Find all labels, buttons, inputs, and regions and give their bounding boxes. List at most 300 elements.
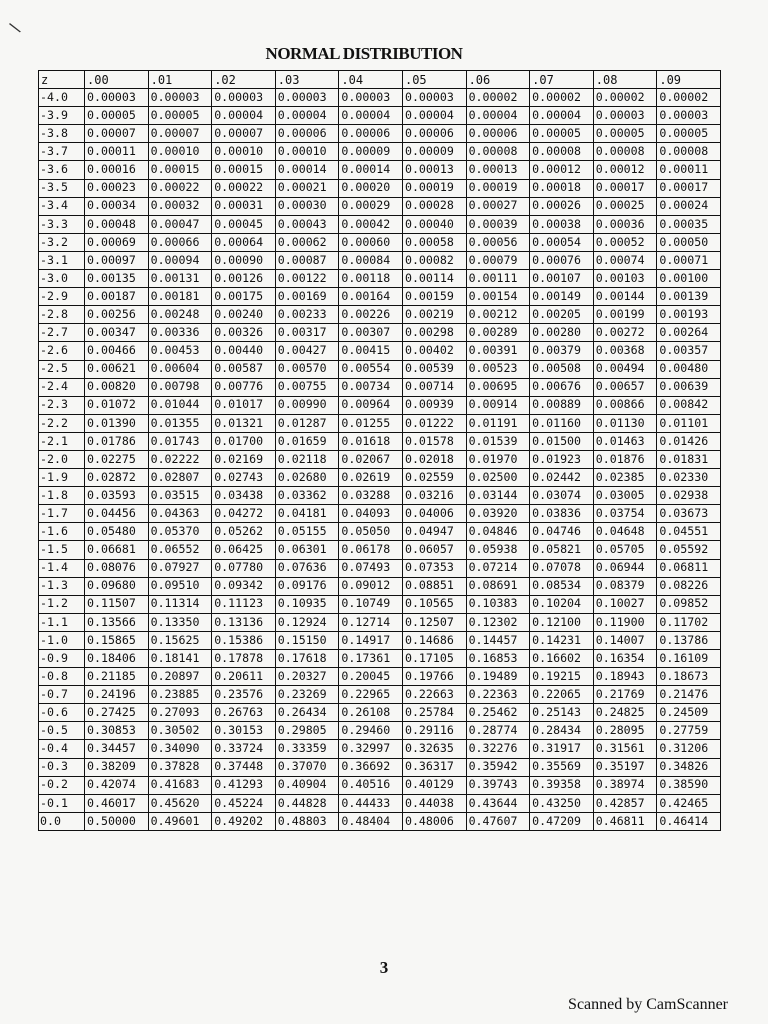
z-value-cell: -2.6 (39, 342, 85, 360)
probability-cell: 0.46017 (85, 794, 149, 812)
probability-cell: 0.00326 (212, 324, 276, 342)
probability-cell: 0.01743 (148, 432, 212, 450)
probability-cell: 0.00004 (339, 107, 403, 125)
probability-cell: 0.00015 (212, 161, 276, 179)
probability-cell: 0.00094 (148, 251, 212, 269)
probability-cell: 0.22363 (466, 686, 530, 704)
probability-cell: 0.16602 (530, 650, 594, 668)
probability-cell: 0.01044 (148, 396, 212, 414)
probability-cell: 0.01700 (212, 432, 276, 450)
probability-cell: 0.41683 (148, 776, 212, 794)
probability-cell: 0.00164 (339, 288, 403, 306)
probability-cell: 0.07636 (275, 559, 339, 577)
probability-cell: 0.00052 (593, 233, 657, 251)
z-value-cell: -1.0 (39, 631, 85, 649)
probability-cell: 0.24509 (657, 704, 721, 722)
probability-cell: 0.00539 (402, 360, 466, 378)
column-header: .01 (148, 71, 212, 89)
probability-cell: 0.00005 (657, 125, 721, 143)
probability-cell: 0.42857 (593, 794, 657, 812)
table-row (39, 595, 721, 613)
probability-cell: 0.01130 (593, 414, 657, 432)
probability-cell: 0.00003 (212, 89, 276, 107)
probability-cell: 0.00076 (530, 251, 594, 269)
probability-cell: 0.23269 (275, 686, 339, 704)
probability-cell: 0.00695 (466, 378, 530, 396)
probability-cell: 0.02275 (85, 450, 149, 468)
probability-cell: 0.00889 (530, 396, 594, 414)
table-row (39, 469, 721, 487)
probability-cell: 0.06944 (593, 559, 657, 577)
probability-cell: 0.20897 (148, 668, 212, 686)
probability-cell: 0.00036 (593, 215, 657, 233)
probability-cell: 0.00008 (530, 143, 594, 161)
probability-cell: 0.01578 (402, 432, 466, 450)
z-value-cell: -2.2 (39, 414, 85, 432)
probability-cell: 0.05821 (530, 541, 594, 559)
probability-cell: 0.28774 (466, 722, 530, 740)
probability-cell: 0.00014 (339, 161, 403, 179)
probability-cell: 0.00006 (402, 125, 466, 143)
probability-cell: 0.05155 (275, 523, 339, 541)
table-row (39, 559, 721, 577)
probability-cell: 0.42465 (657, 794, 721, 812)
probability-cell: 0.00508 (530, 360, 594, 378)
probability-cell: 0.01355 (148, 414, 212, 432)
probability-cell: 0.24825 (593, 704, 657, 722)
probability-cell: 0.00357 (657, 342, 721, 360)
probability-cell: 0.38590 (657, 776, 721, 794)
probability-cell: 0.13566 (85, 613, 149, 631)
table-row (39, 396, 721, 414)
probability-cell: 0.30502 (148, 722, 212, 740)
probability-cell: 0.01191 (466, 414, 530, 432)
probability-cell: 0.25143 (530, 704, 594, 722)
probability-cell: 0.03438 (212, 487, 276, 505)
probability-cell: 0.40129 (402, 776, 466, 794)
probability-cell: 0.45224 (212, 794, 276, 812)
probability-cell: 0.07493 (339, 559, 403, 577)
table-body (39, 89, 721, 831)
probability-cell: 0.00030 (275, 197, 339, 215)
probability-cell: 0.00523 (466, 360, 530, 378)
probability-cell: 0.00131 (148, 270, 212, 288)
probability-cell: 0.00714 (402, 378, 466, 396)
probability-cell: 0.02330 (657, 469, 721, 487)
probability-cell: 0.22663 (402, 686, 466, 704)
probability-cell: 0.08226 (657, 577, 721, 595)
probability-cell: 0.00009 (402, 143, 466, 161)
probability-cell: 0.00020 (339, 179, 403, 197)
probability-cell: 0.21769 (593, 686, 657, 704)
table-row (39, 686, 721, 704)
probability-cell: 0.03362 (275, 487, 339, 505)
probability-cell: 0.00604 (148, 360, 212, 378)
probability-cell: 0.00008 (657, 143, 721, 161)
z-value-cell: -1.9 (39, 469, 85, 487)
probability-cell: 0.05480 (85, 523, 149, 541)
probability-cell: 0.00040 (402, 215, 466, 233)
probability-cell: 0.01287 (275, 414, 339, 432)
probability-cell: 0.03673 (657, 505, 721, 523)
probability-cell: 0.09342 (212, 577, 276, 595)
probability-cell: 0.00025 (593, 197, 657, 215)
probability-cell: 0.06425 (212, 541, 276, 559)
probability-cell: 0.21476 (657, 686, 721, 704)
probability-cell: 0.20611 (212, 668, 276, 686)
probability-cell: 0.02807 (148, 469, 212, 487)
probability-cell: 0.00024 (657, 197, 721, 215)
probability-cell: 0.13136 (212, 613, 276, 631)
probability-cell: 0.27759 (657, 722, 721, 740)
probability-cell: 0.04006 (402, 505, 466, 523)
probability-cell: 0.09680 (85, 577, 149, 595)
probability-cell: 0.00379 (530, 342, 594, 360)
probability-cell: 0.06057 (402, 541, 466, 559)
probability-cell: 0.00022 (148, 179, 212, 197)
probability-cell: 0.00005 (148, 107, 212, 125)
probability-cell: 0.06178 (339, 541, 403, 559)
table-row (39, 288, 721, 306)
scan-mark: \ (7, 18, 23, 37)
probability-cell: 0.00004 (530, 107, 594, 125)
probability-cell: 0.37828 (148, 758, 212, 776)
probability-cell: 0.00005 (593, 125, 657, 143)
probability-cell: 0.01017 (212, 396, 276, 414)
probability-cell: 0.02680 (275, 469, 339, 487)
probability-cell: 0.00003 (275, 89, 339, 107)
probability-cell: 0.00554 (339, 360, 403, 378)
probability-cell: 0.01426 (657, 432, 721, 450)
probability-cell: 0.00415 (339, 342, 403, 360)
probability-cell: 0.11123 (212, 595, 276, 613)
probability-cell: 0.44038 (402, 794, 466, 812)
probability-cell: 0.12100 (530, 613, 594, 631)
probability-cell: 0.04272 (212, 505, 276, 523)
probability-cell: 0.00023 (85, 179, 149, 197)
probability-cell: 0.02619 (339, 469, 403, 487)
probability-cell: 0.10204 (530, 595, 594, 613)
probability-cell: 0.00755 (275, 378, 339, 396)
probability-cell: 0.00317 (275, 324, 339, 342)
column-header: .05 (402, 71, 466, 89)
probability-cell: 0.38209 (85, 758, 149, 776)
probability-cell: 0.14686 (402, 631, 466, 649)
probability-cell: 0.00440 (212, 342, 276, 360)
probability-cell: 0.16354 (593, 650, 657, 668)
probability-cell: 0.00047 (148, 215, 212, 233)
z-value-cell: -1.1 (39, 613, 85, 631)
probability-cell: 0.23885 (148, 686, 212, 704)
probability-cell: 0.15865 (85, 631, 149, 649)
probability-cell: 0.36317 (402, 758, 466, 776)
probability-cell: 0.08851 (402, 577, 466, 595)
probability-cell: 0.00050 (657, 233, 721, 251)
probability-cell: 0.00181 (148, 288, 212, 306)
normal-distribution-table (38, 70, 721, 831)
probability-cell: 0.00122 (275, 270, 339, 288)
probability-cell: 0.00007 (148, 125, 212, 143)
probability-cell: 0.07780 (212, 559, 276, 577)
probability-cell: 0.00019 (402, 179, 466, 197)
probability-cell: 0.00018 (530, 179, 594, 197)
probability-cell: 0.00079 (466, 251, 530, 269)
probability-cell: 0.00032 (148, 197, 212, 215)
probability-cell: 0.21185 (85, 668, 149, 686)
probability-cell: 0.08691 (466, 577, 530, 595)
probability-cell: 0.08076 (85, 559, 149, 577)
probability-cell: 0.11702 (657, 613, 721, 631)
probability-cell: 0.10383 (466, 595, 530, 613)
probability-cell: 0.00990 (275, 396, 339, 414)
probability-cell: 0.00022 (212, 179, 276, 197)
probability-cell: 0.48404 (339, 812, 403, 830)
z-value-cell: -2.4 (39, 378, 85, 396)
probability-cell: 0.00028 (402, 197, 466, 215)
table-row (39, 541, 721, 559)
probability-cell: 0.00003 (402, 89, 466, 107)
z-value-cell: -2.8 (39, 306, 85, 324)
probability-cell: 0.18943 (593, 668, 657, 686)
probability-cell: 0.33724 (212, 740, 276, 758)
column-header: .06 (466, 71, 530, 89)
probability-cell: 0.00007 (85, 125, 149, 143)
probability-cell: 0.00069 (85, 233, 149, 251)
probability-cell: 0.28095 (593, 722, 657, 740)
probability-cell: 0.01160 (530, 414, 594, 432)
z-value-cell: -3.2 (39, 233, 85, 251)
table-row (39, 161, 721, 179)
z-value-cell: -0.9 (39, 650, 85, 668)
probability-cell: 0.00012 (530, 161, 594, 179)
probability-cell: 0.00169 (275, 288, 339, 306)
probability-cell: 0.02018 (402, 450, 466, 468)
z-value-cell: -1.3 (39, 577, 85, 595)
probability-cell: 0.00003 (593, 107, 657, 125)
probability-cell: 0.01321 (212, 414, 276, 432)
probability-cell: 0.17105 (402, 650, 466, 668)
probability-cell: 0.08534 (530, 577, 594, 595)
probability-cell: 0.02500 (466, 469, 530, 487)
probability-cell: 0.00064 (212, 233, 276, 251)
probability-cell: 0.00402 (402, 342, 466, 360)
probability-cell: 0.00021 (275, 179, 339, 197)
probability-cell: 0.00212 (466, 306, 530, 324)
probability-cell: 0.04456 (85, 505, 149, 523)
probability-cell: 0.06552 (148, 541, 212, 559)
probability-cell: 0.00264 (657, 324, 721, 342)
probability-cell: 0.15386 (212, 631, 276, 649)
probability-cell: 0.00017 (657, 179, 721, 197)
table-row (39, 523, 721, 541)
table-row (39, 812, 721, 830)
table-row (39, 251, 721, 269)
probability-cell: 0.00013 (402, 161, 466, 179)
probability-cell: 0.44828 (275, 794, 339, 812)
probability-cell: 0.35942 (466, 758, 530, 776)
probability-cell: 0.00205 (530, 306, 594, 324)
probability-cell: 0.01923 (530, 450, 594, 468)
probability-cell: 0.00159 (402, 288, 466, 306)
z-value-cell: -3.9 (39, 107, 85, 125)
probability-cell: 0.00842 (657, 396, 721, 414)
probability-cell: 0.00087 (275, 251, 339, 269)
probability-cell: 0.18141 (148, 650, 212, 668)
probability-cell: 0.18406 (85, 650, 149, 668)
probability-cell: 0.10749 (339, 595, 403, 613)
probability-cell: 0.00570 (275, 360, 339, 378)
probability-cell: 0.02385 (593, 469, 657, 487)
probability-cell: 0.16109 (657, 650, 721, 668)
table-row (39, 613, 721, 631)
z-value-cell: -0.2 (39, 776, 85, 794)
probability-cell: 0.42074 (85, 776, 149, 794)
probability-cell: 0.43250 (530, 794, 594, 812)
probability-cell: 0.23576 (212, 686, 276, 704)
z-value-cell: -0.8 (39, 668, 85, 686)
probability-cell: 0.31561 (593, 740, 657, 758)
probability-cell: 0.00657 (593, 378, 657, 396)
probability-cell: 0.02743 (212, 469, 276, 487)
probability-cell: 0.00026 (530, 197, 594, 215)
probability-cell: 0.00003 (85, 89, 149, 107)
probability-cell: 0.03288 (339, 487, 403, 505)
probability-cell: 0.00139 (657, 288, 721, 306)
probability-cell: 0.18673 (657, 668, 721, 686)
probability-cell: 0.01072 (85, 396, 149, 414)
probability-cell: 0.00798 (148, 378, 212, 396)
probability-cell: 0.00289 (466, 324, 530, 342)
probability-cell: 0.00016 (85, 161, 149, 179)
table-row (39, 215, 721, 233)
probability-cell: 0.02559 (402, 469, 466, 487)
table-row (39, 270, 721, 288)
probability-cell: 0.45620 (148, 794, 212, 812)
probability-cell: 0.22965 (339, 686, 403, 704)
probability-cell: 0.20045 (339, 668, 403, 686)
probability-cell: 0.00480 (657, 360, 721, 378)
probability-cell: 0.16853 (466, 650, 530, 668)
probability-cell: 0.00111 (466, 270, 530, 288)
probability-cell: 0.35569 (530, 758, 594, 776)
probability-cell: 0.02222 (148, 450, 212, 468)
probability-cell: 0.15625 (148, 631, 212, 649)
probability-cell: 0.00043 (275, 215, 339, 233)
probability-cell: 0.06681 (85, 541, 149, 559)
probability-cell: 0.00103 (593, 270, 657, 288)
probability-cell: 0.09176 (275, 577, 339, 595)
table-row (39, 360, 721, 378)
probability-cell: 0.43644 (466, 794, 530, 812)
probability-cell: 0.00011 (657, 161, 721, 179)
probability-cell: 0.00071 (657, 251, 721, 269)
table-row (39, 342, 721, 360)
z-value-cell: -3.5 (39, 179, 85, 197)
probability-cell: 0.46414 (657, 812, 721, 830)
probability-cell: 0.04746 (530, 523, 594, 541)
probability-cell: 0.47607 (466, 812, 530, 830)
probability-cell: 0.00621 (85, 360, 149, 378)
probability-cell: 0.17878 (212, 650, 276, 668)
probability-cell: 0.00014 (275, 161, 339, 179)
probability-cell: 0.00939 (402, 396, 466, 414)
probability-cell: 0.00587 (212, 360, 276, 378)
z-value-cell: -0.3 (39, 758, 85, 776)
probability-cell: 0.00256 (85, 306, 149, 324)
probability-cell: 0.00060 (339, 233, 403, 251)
probability-cell: 0.11900 (593, 613, 657, 631)
probability-cell: 0.00004 (466, 107, 530, 125)
probability-cell: 0.12714 (339, 613, 403, 631)
probability-cell: 0.02938 (657, 487, 721, 505)
probability-cell: 0.32635 (402, 740, 466, 758)
z-value-cell: -0.1 (39, 794, 85, 812)
probability-cell: 0.00734 (339, 378, 403, 396)
probability-cell: 0.00007 (212, 125, 276, 143)
probability-cell: 0.00820 (85, 378, 149, 396)
table-row (39, 722, 721, 740)
probability-cell: 0.00248 (148, 306, 212, 324)
probability-cell: 0.00056 (466, 233, 530, 251)
probability-cell: 0.00019 (466, 179, 530, 197)
probability-cell: 0.22065 (530, 686, 594, 704)
probability-cell: 0.01970 (466, 450, 530, 468)
probability-cell: 0.01463 (593, 432, 657, 450)
probability-cell: 0.25784 (402, 704, 466, 722)
probability-cell: 0.00004 (212, 107, 276, 125)
table-row (39, 197, 721, 215)
probability-cell: 0.04846 (466, 523, 530, 541)
probability-cell: 0.01786 (85, 432, 149, 450)
z-value-cell: -2.5 (39, 360, 85, 378)
z-column-header: z (39, 71, 85, 89)
table-row (39, 758, 721, 776)
column-header: .07 (530, 71, 594, 89)
probability-cell: 0.03920 (466, 505, 530, 523)
z-value-cell: -2.1 (39, 432, 85, 450)
probability-cell: 0.14457 (466, 631, 530, 649)
z-value-cell: -3.0 (39, 270, 85, 288)
probability-cell: 0.10027 (593, 595, 657, 613)
probability-cell: 0.00494 (593, 360, 657, 378)
probability-cell: 0.28434 (530, 722, 594, 740)
probability-cell: 0.37070 (275, 758, 339, 776)
probability-cell: 0.12302 (466, 613, 530, 631)
probability-cell: 0.03144 (466, 487, 530, 505)
probability-cell: 0.00272 (593, 324, 657, 342)
z-value-cell: -1.7 (39, 505, 85, 523)
table-row (39, 432, 721, 450)
probability-cell: 0.37448 (212, 758, 276, 776)
probability-cell: 0.12507 (402, 613, 466, 631)
table-row (39, 740, 721, 758)
probability-cell: 0.32276 (466, 740, 530, 758)
probability-cell: 0.10935 (275, 595, 339, 613)
z-value-cell: -3.4 (39, 197, 85, 215)
probability-cell: 0.00011 (85, 143, 149, 161)
probability-cell: 0.34826 (657, 758, 721, 776)
probability-cell: 0.15150 (275, 631, 339, 649)
probability-cell: 0.05592 (657, 541, 721, 559)
probability-cell: 0.31206 (657, 740, 721, 758)
probability-cell: 0.00003 (657, 107, 721, 125)
probability-cell: 0.33359 (275, 740, 339, 758)
probability-cell: 0.00031 (212, 197, 276, 215)
column-header: .00 (85, 71, 149, 89)
probability-cell: 0.00154 (466, 288, 530, 306)
probability-cell: 0.00466 (85, 342, 149, 360)
probability-cell: 0.05370 (148, 523, 212, 541)
